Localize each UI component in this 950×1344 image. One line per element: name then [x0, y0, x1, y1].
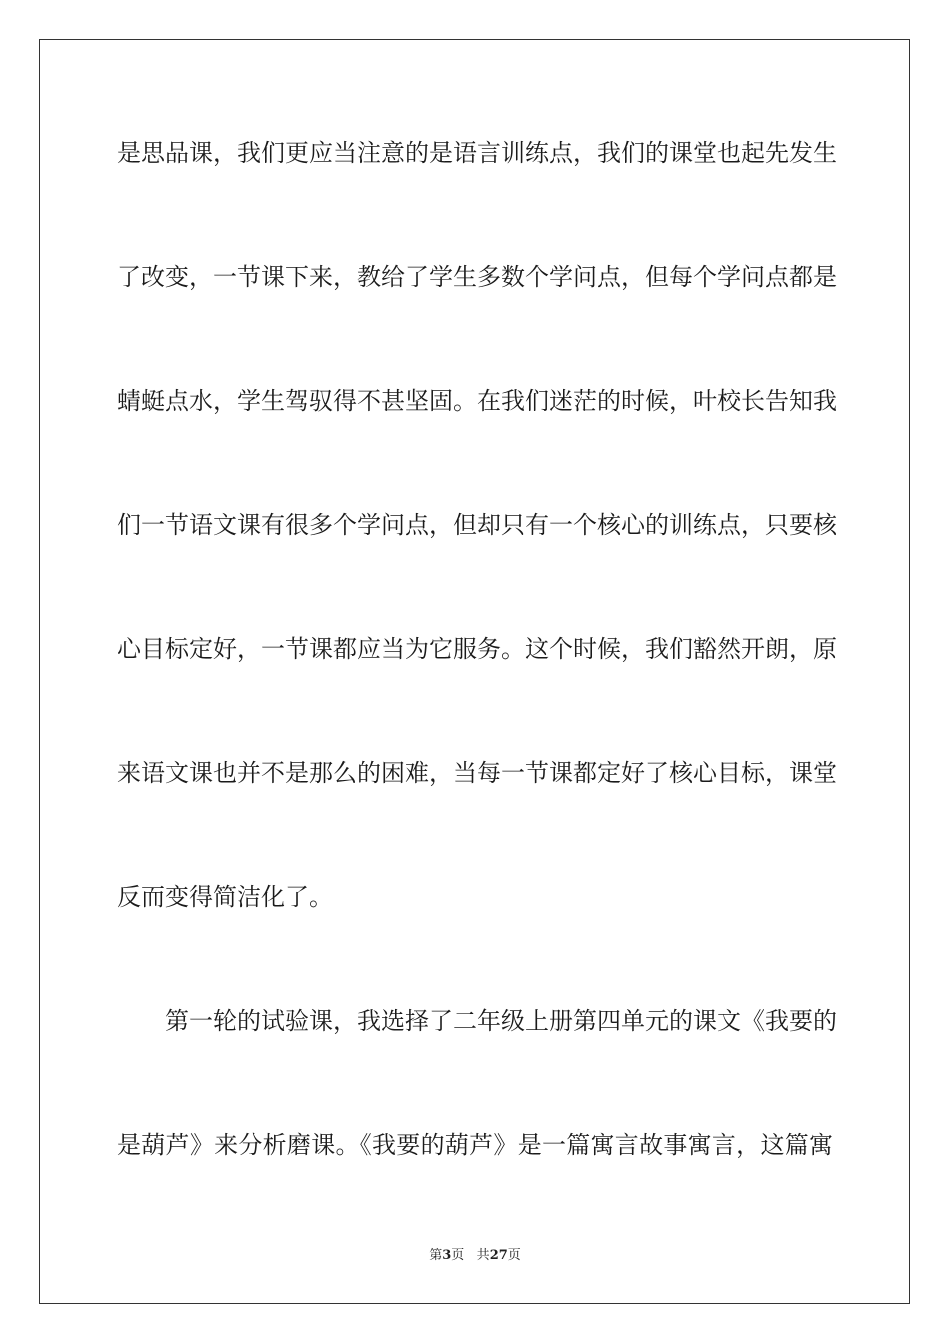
footer-page-suffix: 页: [451, 1248, 465, 1263]
body-text-line-2: 了改变，一节课下来，教给了学生多数个学问点，但每个学问点都是: [117, 263, 837, 291]
body-text-line-7: 反而变得简洁化了。: [117, 883, 333, 911]
body-text-line-5: 心目标定好，一节课都应当为它服务。这个时候，我们豁然开朗，原: [117, 635, 837, 663]
body-text-line-3: 蜻蜓点水，学生驾驭得不甚坚固。在我们迷茫的时候，叶校长告知我: [117, 387, 837, 415]
footer-total-suffix: 页: [507, 1248, 521, 1263]
page-frame: [39, 39, 910, 1304]
footer-page-number: 3: [442, 1248, 452, 1263]
body-text-line-9: 是葫芦》来分析磨课。《我要的葫芦》是一篇寓言故事寓言，这篇寓: [117, 1131, 833, 1159]
footer-page-prefix: 第: [429, 1248, 443, 1263]
page-footer: [0, 1248, 950, 1264]
body-text-line-4: 们一节语文课有很多个学问点，但却只有一个核心的训练点，只要核: [117, 511, 837, 539]
footer-total-prefix: 共: [476, 1248, 490, 1263]
body-text-line-8: 第一轮的试验课，我选择了二年级上册第四单元的课文《我要的: [165, 1007, 837, 1035]
footer-total-pages: 27: [489, 1248, 508, 1263]
body-text-line-6: 来语文课也并不是那么的困难，当每一节课都定好了核心目标，课堂: [117, 759, 837, 787]
body-text-line-1: 是思品课，我们更应当注意的是语言训练点，我们的课堂也起先发生: [117, 139, 837, 167]
